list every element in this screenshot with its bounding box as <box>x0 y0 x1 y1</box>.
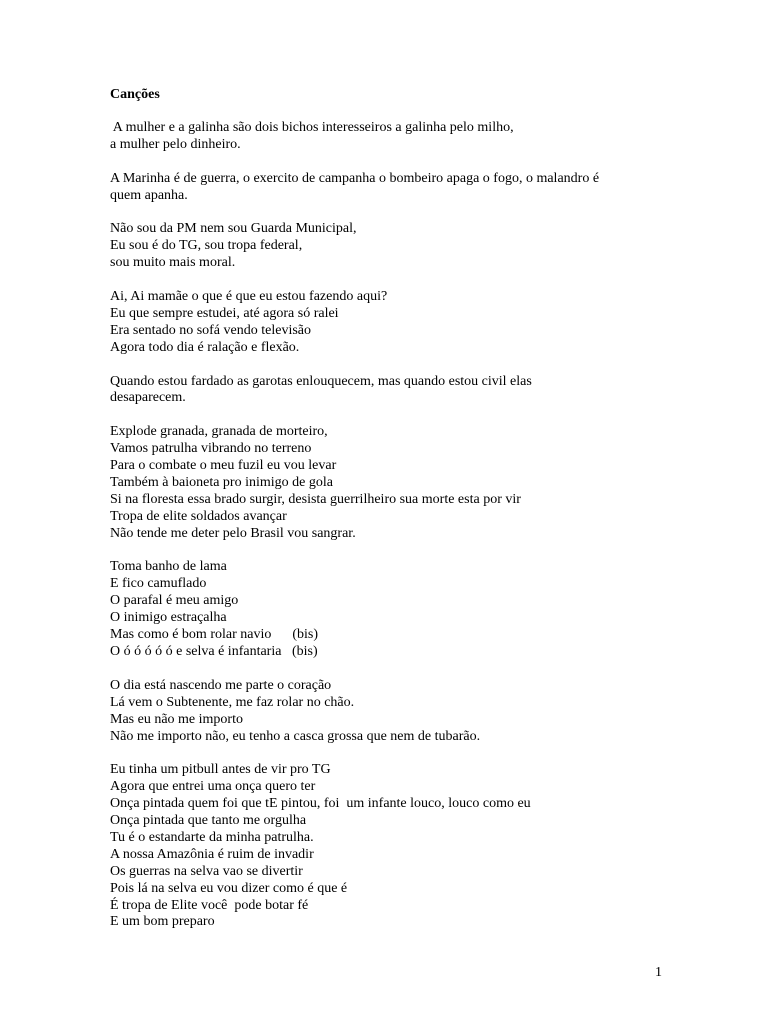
text-line: Tropa de elite soldados avançar <box>110 508 287 524</box>
document-title: Canções <box>110 87 160 102</box>
song-paragraph <box>110 120 670 154</box>
text-line: Ai, Ai mamãe o que é que eu estou fazendo aqui? <box>110 289 388 305</box>
lyrics-body <box>110 120 670 948</box>
text-line: Eu tinha um pitbull antes de vir pro TG <box>110 762 331 778</box>
text-line: O ó ó ó ó ó e selva é infantaria (bis) <box>110 644 318 659</box>
text-line: a mulher pelo dinheiro. <box>110 136 241 152</box>
text-line: A nossa Amazônia é ruim de invadir <box>110 846 314 862</box>
song-paragraph <box>110 171 670 205</box>
text-line: O parafal é meu amigo <box>110 593 239 609</box>
text-line: Onça pintada que tanto me orgulha <box>110 813 307 829</box>
song-paragraph <box>110 559 670 660</box>
text-line: Os guerras na selva vao se divertir <box>110 863 303 879</box>
text-line: quem apanha. <box>110 187 188 203</box>
text-line: A mulher e a galinha são dois bichos interesseiros a galinha pelo milho, <box>110 120 514 135</box>
song-paragraph <box>110 424 670 542</box>
text-line: Para o combate o meu fuzil eu vou levar <box>110 458 337 474</box>
text-line: Quando estou fardado as garotas enlouquecem, mas quando estou civil elas <box>110 373 532 389</box>
text-line: Onça pintada quem foi que tE pintou, foi um infante louco, louco como eu <box>110 796 531 812</box>
text-line: E fico camuflado <box>110 576 207 592</box>
text-line: Vamos patrulha vibrando no terreno <box>110 441 312 457</box>
song-paragraph <box>110 289 670 357</box>
text-line: Mas como é bom rolar navio (bis) <box>110 627 319 643</box>
text-line: Lá vem o Subtenente, me faz rolar no chão. <box>110 694 355 710</box>
text-line: desaparecem. <box>110 390 186 406</box>
page-number: 1 <box>655 965 662 980</box>
text-line: É tropa de Elite você pode botar fé <box>110 897 309 913</box>
text-line: Não sou da PM nem sou Guarda Municipal, <box>110 221 357 237</box>
text-line: Não tende me deter pelo Brasil vou sangrar. <box>110 525 356 541</box>
song-paragraph <box>110 374 670 408</box>
text-line: A Marinha é de guerra, o exercito de campanha o bombeiro apaga o fogo, o malandro é <box>110 170 600 186</box>
song-paragraph <box>110 678 670 746</box>
text-line: Si na floresta essa brado surgir, desista guerrilheiro sua morte esta por vir <box>110 491 521 507</box>
text-line: O dia está nascendo me parte o coração <box>110 677 332 693</box>
text-line: O inimigo estraçalha <box>110 610 227 626</box>
text-line: Eu sou é do TG, sou tropa federal, <box>110 238 303 254</box>
text-line: Pois lá na selva eu vou dizer como é que é <box>110 880 348 896</box>
text-line: Tu é o estandarte da minha patrulha. <box>110 829 314 845</box>
text-line: Eu que sempre estudei, até agora só ralei <box>110 305 339 321</box>
text-line: Agora todo dia é ralação e flexão. <box>110 339 300 355</box>
song-paragraph <box>110 762 670 931</box>
text-line: Explode granada, granada de morteiro, <box>110 424 328 440</box>
text-line: Toma banho de lama <box>110 559 227 575</box>
text-line: Agora que entrei uma onça quero ter <box>110 779 316 795</box>
text-line: sou muito mais moral. <box>110 255 236 271</box>
song-paragraph <box>110 221 670 272</box>
text-line: Também à baioneta pro inimigo de gola <box>110 474 333 490</box>
text-line: E um bom preparo <box>110 914 215 930</box>
text-line: Mas eu não me importo <box>110 711 243 727</box>
text-line: Era sentado no sofá vendo televisão <box>110 322 311 338</box>
text-line: Não me importo não, eu tenho a casca grossa que nem de tubarão. <box>110 728 481 744</box>
